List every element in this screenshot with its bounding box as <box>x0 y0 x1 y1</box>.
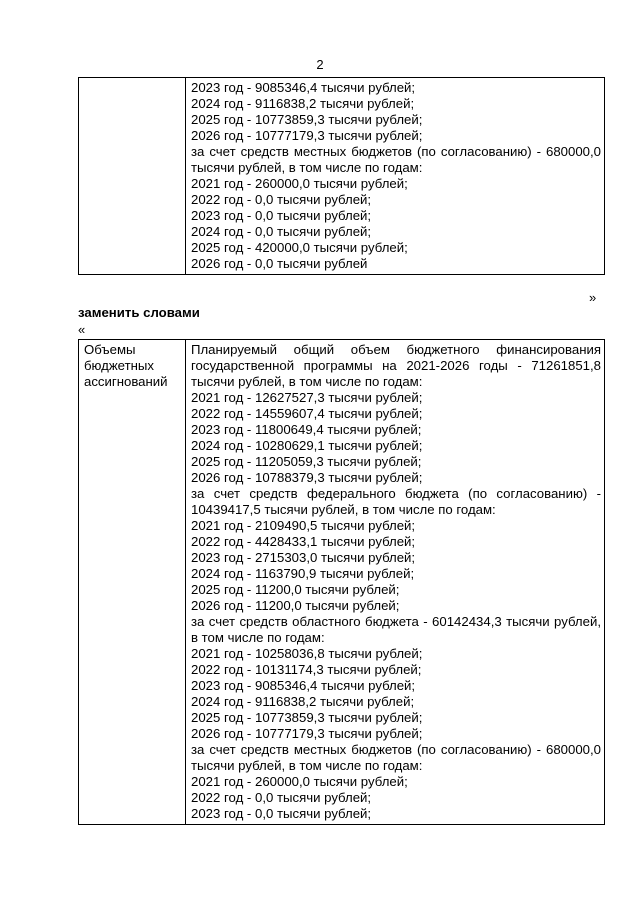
list-item: 2023 год - 9085346,4 тысячи рублей; <box>191 678 416 693</box>
page-number: 2 <box>316 57 324 72</box>
list-item: 2026 год - 10788379,3 тысячи рублей; <box>191 470 423 485</box>
top-table <box>78 77 605 275</box>
list-item: 2026 год - 10777179,3 тысячи рублей; <box>191 726 423 741</box>
paragraph: Планируемый общий объем бюджетного финансирования государственной программы на 2021-2026 годы - 71261851,8 тысячи рублей, в том числе по годам: <box>191 342 601 389</box>
list-item: 2024 год - 1163790,9 тысячи рублей; <box>191 566 415 581</box>
list-item: 2023 год - 0,0 тысячи рублей; <box>191 208 372 223</box>
list-item: 2022 год - 0,0 тысячи рублей; <box>191 192 372 207</box>
list-item: 2026 год - 0,0 тысячи рублей <box>191 256 368 271</box>
list-item: 2021 год - 260000,0 тысячи рублей; <box>191 774 408 789</box>
bottom-table <box>78 339 605 825</box>
list-item: 2024 год - 10280629,1 тысячи рублей; <box>191 438 423 453</box>
list-item: 2025 год - 11200,0 тысячи рублей; <box>191 582 400 597</box>
list-item: 2023 год - 0,0 тысячи рублей; <box>191 806 372 821</box>
list-item: 2023 год - 9085346,4 тысячи рублей; <box>191 80 416 95</box>
label-cell-empty <box>79 78 186 275</box>
body-cell <box>186 340 605 825</box>
list-item: 2023 год - 11800649,4 тысячи рублей; <box>191 422 422 437</box>
label-cell <box>79 340 186 825</box>
list-item: 2021 год - 260000,0 тысячи рублей; <box>191 176 408 191</box>
list-item: 2022 год - 14559607,4 тысячи рублей; <box>191 406 423 421</box>
list-item: 2025 год - 11205059,3 тысячи рублей; <box>191 454 422 469</box>
list-item: 2024 год - 9116838,2 тысячи рублей; <box>191 96 415 111</box>
paragraph: за счет средств областного бюджета - 60142434,3 тысячи рублей, в том числе по годам: <box>191 614 601 645</box>
body-cell <box>186 78 605 275</box>
paragraph: за счет средств федерального бюджета (по согласованию) - 10439417,5 тысячи рублей, в том числе по годам: <box>191 486 601 517</box>
list-item: 2026 год - 10777179,3 тысячи рублей; <box>191 128 423 143</box>
paragraph: за счет средств местных бюджетов (по согласованию) - 680000,0 тысячи рублей, в том числе по годам: <box>191 144 601 175</box>
list-item: 2022 год - 4428433,1 тысячи рублей; <box>191 534 416 549</box>
list-item: 2021 год - 12627527,3 тысячи рублей; <box>191 390 423 405</box>
budget-label: Объемы бюджетных ассигнований <box>84 342 168 389</box>
list-item: 2022 год - 0,0 тысячи рублей; <box>191 790 372 805</box>
table-row <box>79 78 605 275</box>
table-row <box>79 340 605 825</box>
closing-quote: » <box>589 290 597 305</box>
list-item: 2024 год - 9116838,2 тысячи рублей; <box>191 694 415 709</box>
list-item: 2023 год - 2715303,0 тысячи рублей; <box>191 550 416 565</box>
paragraph: за счет средств местных бюджетов (по согласованию) - 680000,0 тысячи рублей, в том числе по годам: <box>191 742 601 773</box>
list-item: 2022 год - 10131174,3 тысячи рублей; <box>191 662 422 677</box>
list-item: 2025 год - 10773859,3 тысячи рублей; <box>191 112 423 127</box>
replace-phrase: заменить словами <box>78 305 200 320</box>
list-item: 2025 год - 420000,0 тысячи рублей; <box>191 240 408 255</box>
list-item: 2024 год - 0,0 тысячи рублей; <box>191 224 372 239</box>
list-item: 2021 год - 2109490,5 тысячи рублей; <box>191 518 416 533</box>
opening-quote: « <box>78 322 86 337</box>
list-item: 2025 год - 10773859,3 тысячи рублей; <box>191 710 423 725</box>
list-item: 2021 год - 10258036,8 тысячи рублей; <box>191 646 423 661</box>
list-item: 2026 год - 11200,0 тысячи рублей; <box>191 598 400 613</box>
